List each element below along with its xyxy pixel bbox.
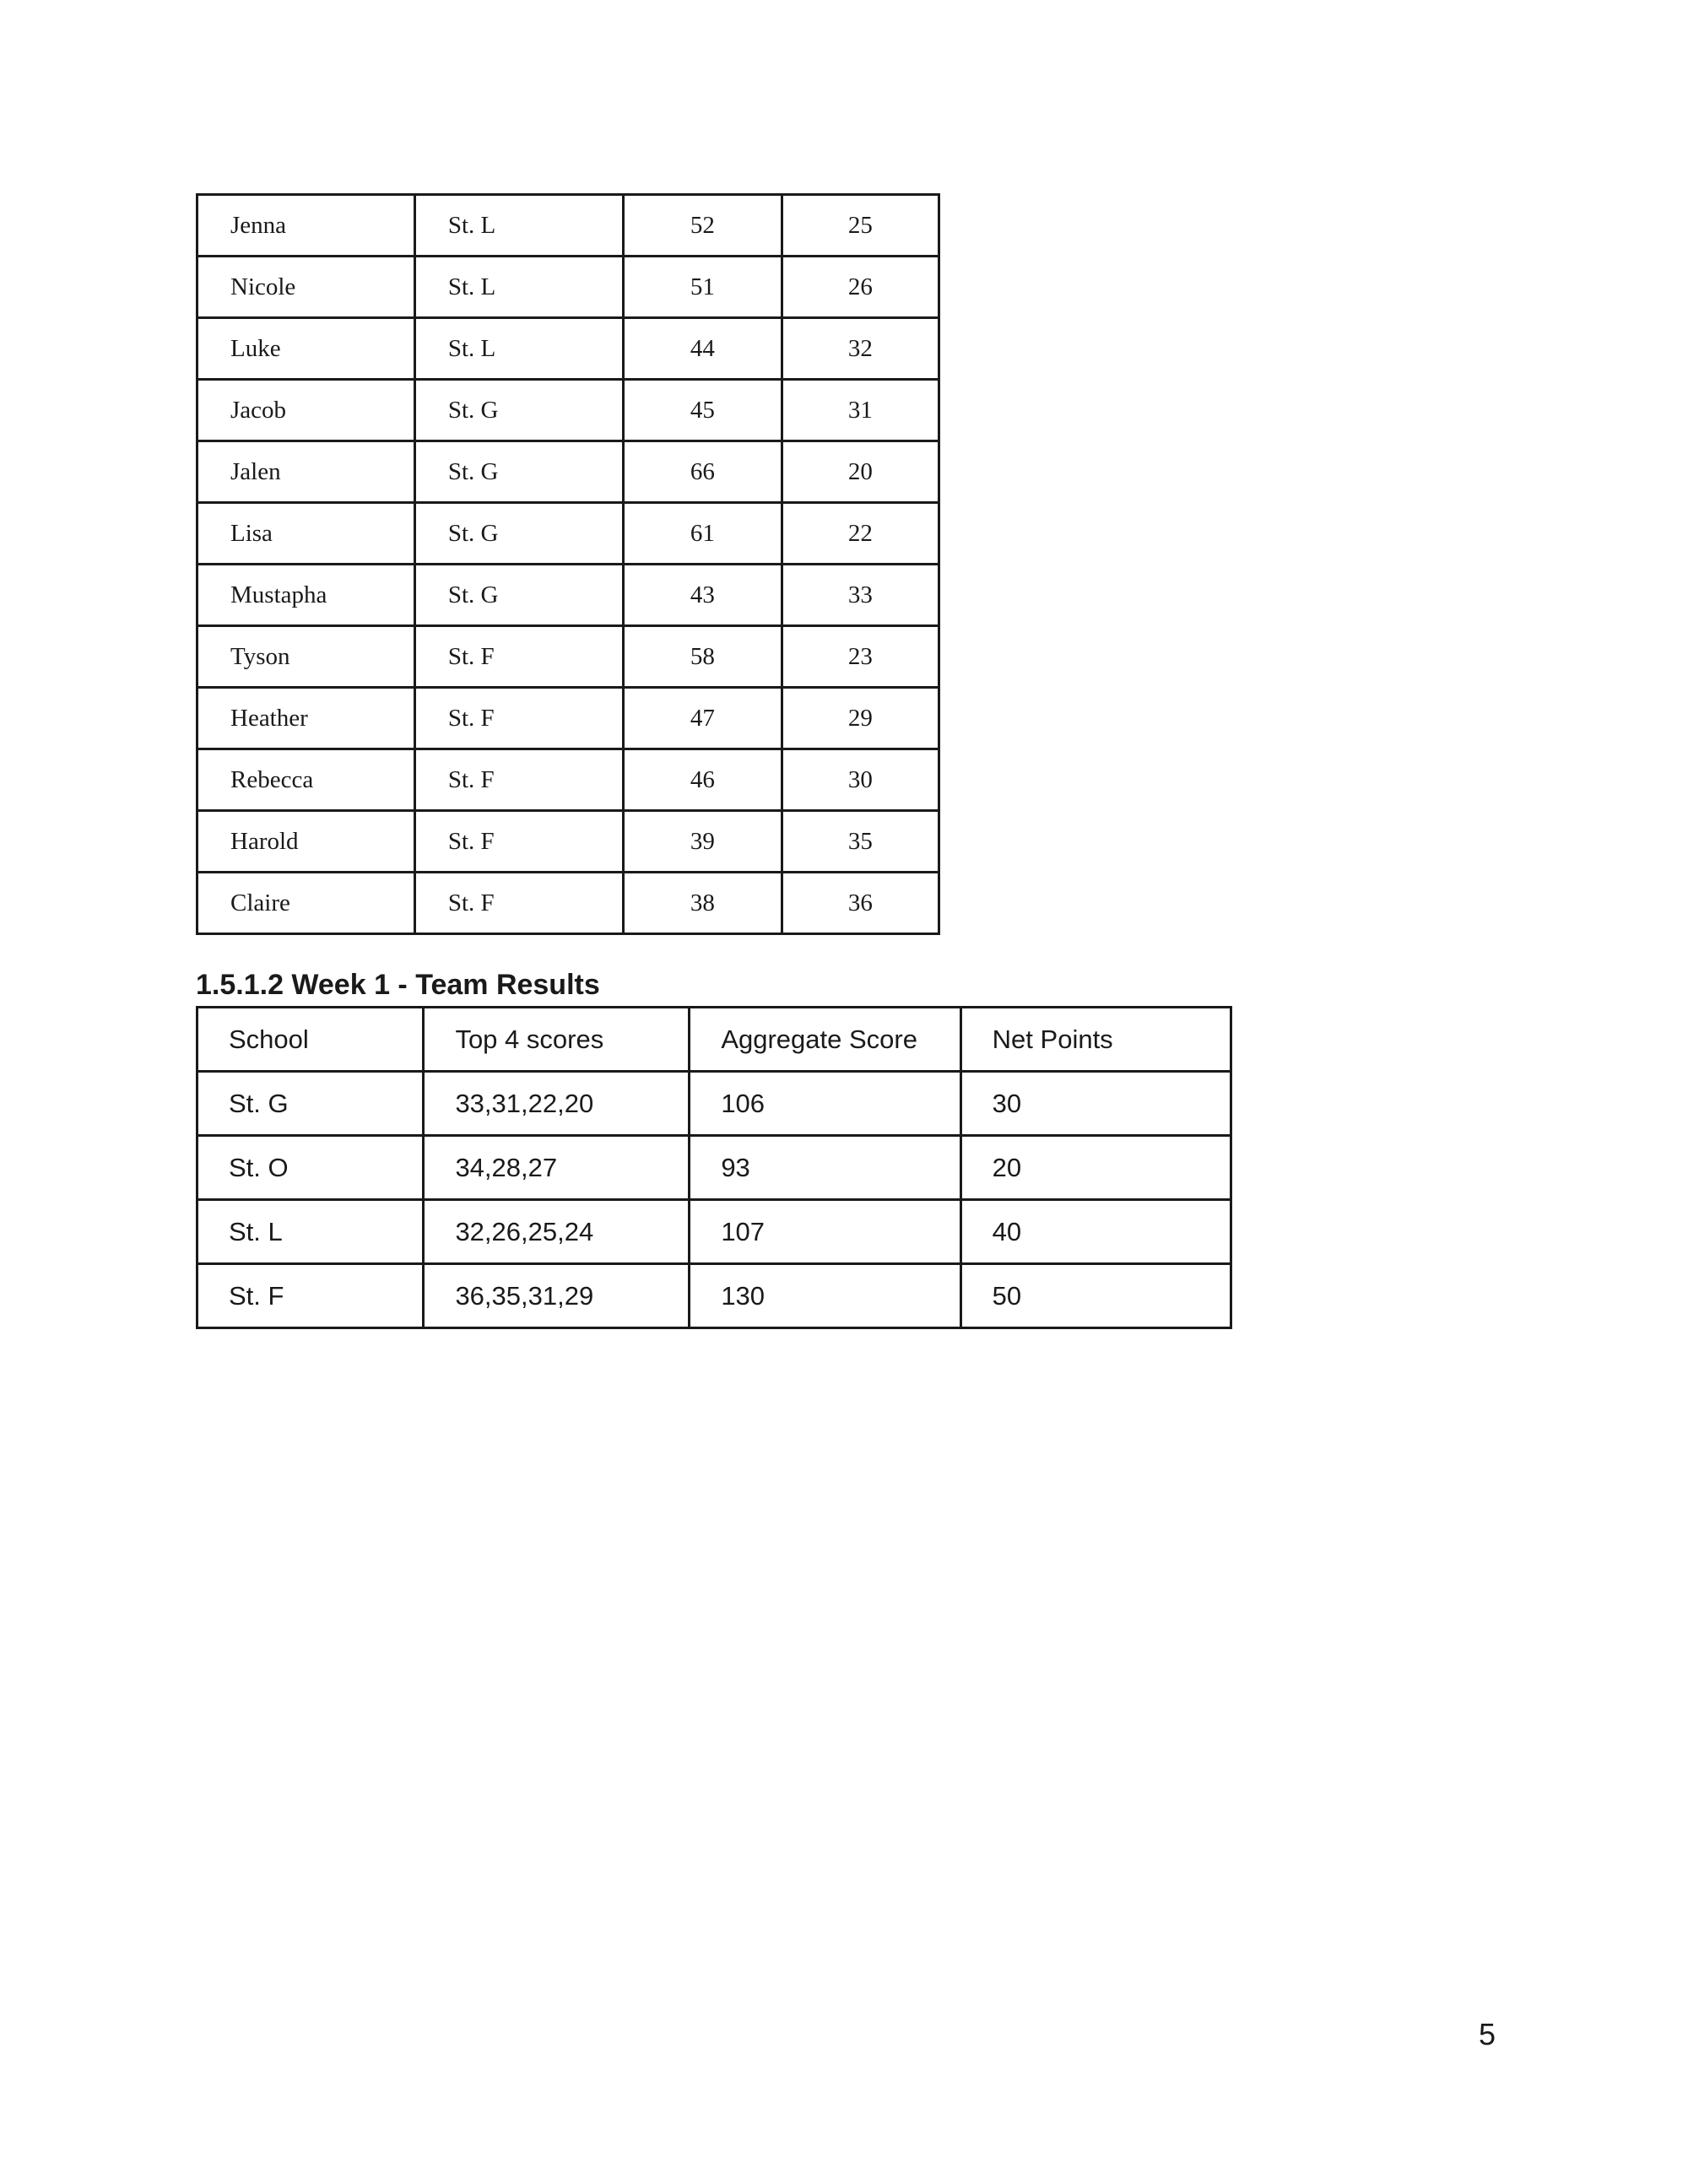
- table-row: [197, 195, 939, 257]
- student-name: Jacob: [197, 380, 415, 441]
- score-value: 44: [623, 318, 782, 380]
- student-name: Nicole: [197, 257, 415, 318]
- school-cell: St. O: [197, 1136, 424, 1200]
- student-name: Luke: [197, 318, 415, 380]
- school-name: St. F: [414, 749, 623, 811]
- school-name: St. G: [414, 380, 623, 441]
- points-value: 31: [782, 380, 939, 441]
- table-row: [197, 257, 939, 318]
- score-value: 58: [623, 626, 782, 688]
- aggregate-score-cell: 106: [690, 1072, 960, 1136]
- school-name: St. L: [414, 257, 623, 318]
- aggregate-score-cell: 130: [690, 1264, 960, 1328]
- table-row: [197, 441, 939, 503]
- table-row: [197, 503, 939, 565]
- points-value: 35: [782, 811, 939, 873]
- top-scores-cell: 32,26,25,24: [424, 1200, 690, 1264]
- school-cell: St. G: [197, 1072, 424, 1136]
- school-name: St. G: [414, 441, 623, 503]
- points-value: 33: [782, 565, 939, 626]
- points-value: 20: [782, 441, 939, 503]
- score-value: 38: [623, 873, 782, 934]
- student-name: Rebecca: [197, 749, 415, 811]
- table-row: [197, 1264, 1231, 1328]
- school-name: St. F: [414, 688, 623, 749]
- score-value: 66: [623, 441, 782, 503]
- points-value: 32: [782, 318, 939, 380]
- student-name: Claire: [197, 873, 415, 934]
- net-points-cell: 50: [960, 1264, 1231, 1328]
- student-name: Lisa: [197, 503, 415, 565]
- school-name: St. F: [414, 873, 623, 934]
- net-points-cell: 30: [960, 1072, 1231, 1136]
- column-header: Net Points: [960, 1008, 1231, 1072]
- table-header-row: [197, 1008, 1231, 1072]
- team-results-heading: 1.5.1.2 Week 1 - Team Results: [196, 969, 600, 1001]
- student-name: Jenna: [197, 195, 415, 257]
- column-header: School: [197, 1008, 424, 1072]
- school-cell: St. F: [197, 1264, 424, 1328]
- team-results-table: [196, 1006, 1232, 1329]
- score-value: 45: [623, 380, 782, 441]
- points-value: 30: [782, 749, 939, 811]
- table-row: [197, 626, 939, 688]
- column-header: Aggregate Score: [690, 1008, 960, 1072]
- aggregate-score-cell: 107: [690, 1200, 960, 1264]
- table-row: [197, 565, 939, 626]
- points-value: 22: [782, 503, 939, 565]
- top-scores-cell: 34,28,27: [424, 1136, 690, 1200]
- school-cell: St. L: [197, 1200, 424, 1264]
- table-row: [197, 811, 939, 873]
- page-number: 5: [1479, 2017, 1496, 2052]
- score-value: 46: [623, 749, 782, 811]
- school-name: St. L: [414, 318, 623, 380]
- student-name: Mustapha: [197, 565, 415, 626]
- table-row: [197, 1136, 1231, 1200]
- student-name: Jalen: [197, 441, 415, 503]
- top-scores-cell: 33,31,22,20: [424, 1072, 690, 1136]
- school-name: St. F: [414, 811, 623, 873]
- score-value: 51: [623, 257, 782, 318]
- top-scores-cell: 36,35,31,29: [424, 1264, 690, 1328]
- student-name: Harold: [197, 811, 415, 873]
- points-value: 23: [782, 626, 939, 688]
- column-header: Top 4 scores: [424, 1008, 690, 1072]
- school-name: St. F: [414, 626, 623, 688]
- points-value: 36: [782, 873, 939, 934]
- school-name: St. L: [414, 195, 623, 257]
- net-points-cell: 40: [960, 1200, 1231, 1264]
- score-value: 47: [623, 688, 782, 749]
- table-row: [197, 1072, 1231, 1136]
- score-value: 52: [623, 195, 782, 257]
- table-row: [197, 380, 939, 441]
- student-name: Heather: [197, 688, 415, 749]
- table-row: [197, 318, 939, 380]
- student-name: Tyson: [197, 626, 415, 688]
- aggregate-score-cell: 93: [690, 1136, 960, 1200]
- points-value: 29: [782, 688, 939, 749]
- score-value: 61: [623, 503, 782, 565]
- points-value: 26: [782, 257, 939, 318]
- score-value: 43: [623, 565, 782, 626]
- table-row: [197, 873, 939, 934]
- net-points-cell: 20: [960, 1136, 1231, 1200]
- points-value: 25: [782, 195, 939, 257]
- score-value: 39: [623, 811, 782, 873]
- school-name: St. G: [414, 503, 623, 565]
- table-row: [197, 688, 939, 749]
- individual-results-table: [196, 193, 940, 935]
- school-name: St. G: [414, 565, 623, 626]
- table-row: [197, 1200, 1231, 1264]
- table-row: [197, 749, 939, 811]
